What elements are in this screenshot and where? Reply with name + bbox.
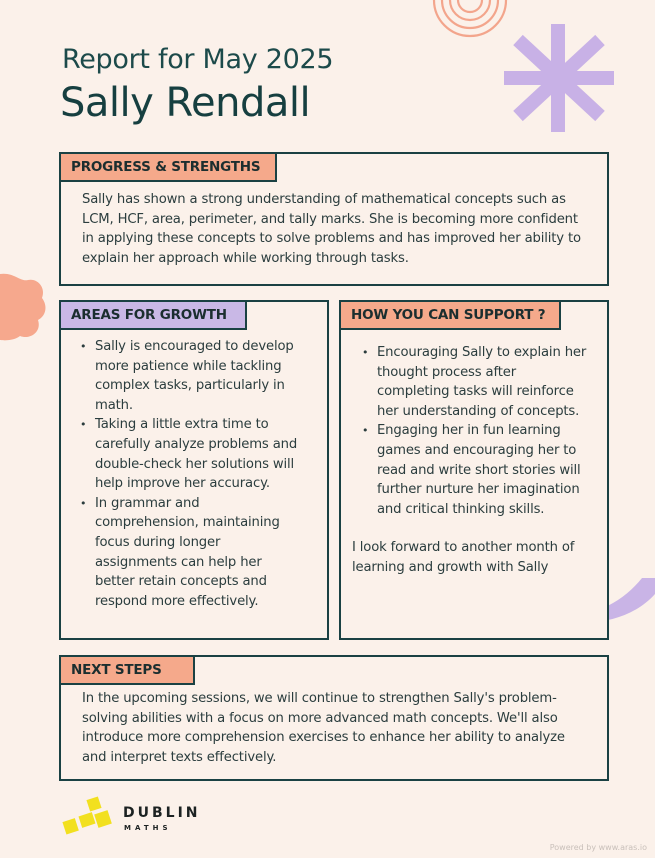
closing-line: I look forward to another month of <box>352 540 575 555</box>
closing-line: learning and growth with Sally <box>352 559 549 575</box>
growth-line: complex tasks, particularly in <box>95 378 285 394</box>
growth-heading: AREAS FOR GROWTH <box>59 300 247 330</box>
brand-subtitle: MATHS <box>124 824 172 832</box>
support-item <box>362 421 607 519</box>
growth-line: focus during longer <box>95 534 221 550</box>
growth-item <box>80 415 326 493</box>
support-closing <box>352 538 607 577</box>
next-steps-line: In the upcoming sessions, we will continue to strengthen Sally's problem- <box>82 691 557 706</box>
growth-line: better retain concepts and <box>95 574 267 590</box>
support-line: • Encouraging Sally to explain her <box>377 345 587 360</box>
progress-line: LCM, HCF, area, perimeter, and tally marks. She is becoming more confident <box>82 211 578 227</box>
watermark: Powered by www.aras.io <box>549 843 647 852</box>
next-steps-line: and interpret texts effectively. <box>82 749 277 765</box>
growth-line: comprehension, maintaining <box>95 515 280 531</box>
support-line: thought process after <box>377 364 516 380</box>
support-list <box>362 343 607 519</box>
support-line: and critical thinking skills. <box>377 501 545 517</box>
support-line: read and write short stories will <box>377 462 581 478</box>
growth-line: assignments can help her <box>95 554 262 570</box>
progress-line: in applying these concepts to solve problems and has improved her ability to <box>82 231 581 247</box>
growth-line: help improve her accuracy. <box>95 476 270 492</box>
support-line: further nurture her imagination <box>377 482 580 498</box>
growth-line: more patience while tackling <box>95 358 282 374</box>
progress-text <box>82 190 607 268</box>
progress-line: explain her approach while working through tasks. <box>82 250 409 266</box>
growth-line: double-check her solutions will <box>95 456 295 472</box>
student-name: Sally Rendall <box>60 80 311 126</box>
dublin-maths-logo-icon <box>62 796 118 840</box>
support-line: • Engaging her in fun learning <box>377 423 561 439</box>
support-line: games and encouraging her to <box>377 442 577 458</box>
progress-heading: PROGRESS & STRENGTHS <box>59 152 277 182</box>
growth-list <box>80 337 326 611</box>
asterisk-decoration <box>500 22 620 134</box>
support-line: completing tasks will reinforce <box>377 384 574 400</box>
next-steps-heading: NEXT STEPS <box>59 655 195 685</box>
growth-line: carefully analyze problems and <box>95 436 298 452</box>
next-steps-text <box>82 689 607 767</box>
growth-line: math. <box>95 397 133 413</box>
growth-item <box>80 494 326 612</box>
growth-item <box>80 337 326 415</box>
growth-line: respond more effectively. <box>95 593 259 609</box>
support-item <box>362 343 607 421</box>
brand-name: DUBLIN <box>123 805 201 821</box>
support-heading: HOW YOU CAN SUPPORT ? <box>339 300 561 330</box>
next-steps-line: introduce more comprehension exercises to enhance her ability to analyze <box>82 730 565 746</box>
page-title: Report for May 2025 <box>62 44 334 75</box>
growth-line: • In grammar and <box>95 495 200 511</box>
progress-line: Sally has shown a strong understanding of mathematical concepts such as <box>82 192 566 207</box>
growth-line: • Taking a little extra time to <box>95 417 269 433</box>
flower-decoration <box>0 272 48 344</box>
growth-line: • Sally is encouraged to develop <box>95 339 294 354</box>
support-line: her understanding of concepts. <box>377 403 580 419</box>
next-steps-line: solving abilities with a focus on more advanced math concepts. We'll also <box>82 710 558 726</box>
